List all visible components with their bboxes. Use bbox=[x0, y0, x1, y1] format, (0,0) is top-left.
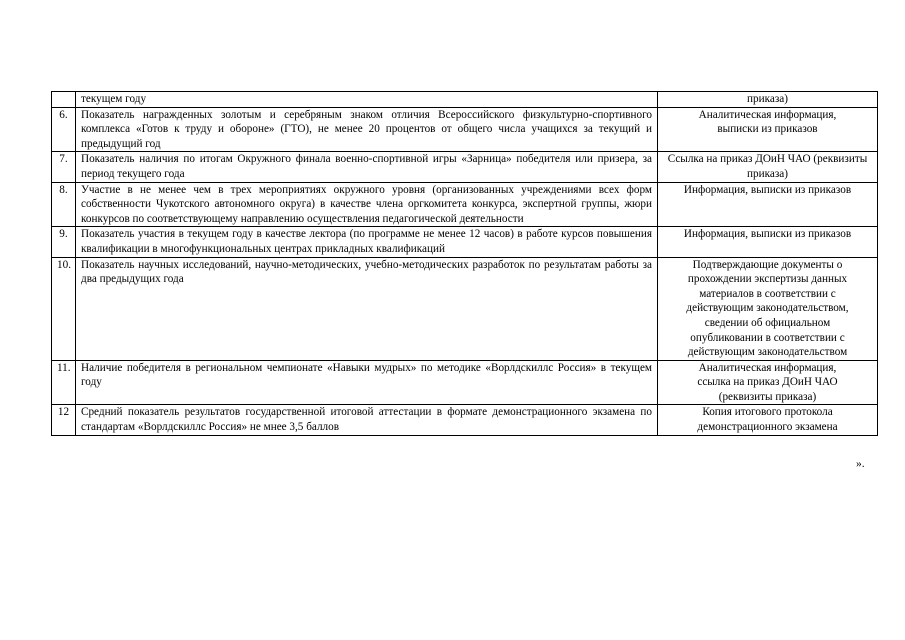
closing-quote: ». bbox=[856, 458, 865, 470]
row-source: Информация, выписки из приказов bbox=[658, 227, 878, 257]
row-number: 10. bbox=[52, 257, 76, 360]
table-row bbox=[52, 257, 878, 360]
row-indicator: Наличие победителя в региональном чемпионате «Навыки мудрых» по методике «Ворлдскиллс Россия» в текущем году bbox=[76, 360, 658, 405]
table-row bbox=[52, 92, 878, 108]
row-source: приказа) bbox=[658, 92, 878, 108]
criteria-table bbox=[51, 91, 878, 436]
row-indicator: Показатель участия в текущем году в качестве лектора (по программе не менее 12 часов) в работе курсов повышения квалификации в многофункциональных центрах прикладных квалификаций bbox=[76, 227, 658, 257]
row-source: Ссылка на приказ ДОиН ЧАО (реквизиты приказа) bbox=[658, 152, 878, 182]
row-indicator: Средний показатель результатов государственной итоговой аттестации в формате демонстрационного экзамена по стандартам «Ворлдскиллс Россия» не мнее 3,5 баллов bbox=[76, 405, 658, 435]
row-source: Подтверждающие документы о прохождении экспертизы данных материалов в соответствии с действующим законодательством, сведении об официальном опубликовании в соответствии с действующим законодательством bbox=[658, 257, 878, 360]
table-row bbox=[52, 152, 878, 182]
row-number: 12 bbox=[52, 405, 76, 435]
row-indicator: Участие в не менее чем в трех мероприятиях окружного уровня (организованных учреждениями всех форм собственности Чукотского автономного округа) в качестве члена оргкомитета конкурса, экспертной группы, жюри конкурсов по соответствующему направлению осуществления педагогической деятельности bbox=[76, 182, 658, 227]
row-indicator: Показатель награжденных золотым и серебряным знаком отличия Всероссийского физкультурно-спортивного комплекса «Готов к труду и обороне» (ГТО), не менее 20 процентов от общего числа учащихся за текущий и предыдущий год bbox=[76, 107, 658, 152]
row-source: Информация, выписки из приказов bbox=[658, 182, 878, 227]
row-number: 7. bbox=[52, 152, 76, 182]
table-row bbox=[52, 360, 878, 405]
table-row bbox=[52, 107, 878, 152]
row-number: 6. bbox=[52, 107, 76, 152]
table-row bbox=[52, 182, 878, 227]
row-source: Аналитическая информация, выписки из приказов bbox=[658, 107, 878, 152]
table-row bbox=[52, 227, 878, 257]
row-indicator: Показатель наличия по итогам Окружного финала военно-спортивной игры «Зарница» победителя или призера, за период текущего года bbox=[76, 152, 658, 182]
row-number: 8. bbox=[52, 182, 76, 227]
row-source: Копия итогового протокола демонстрационного экзамена bbox=[658, 405, 878, 435]
table-row bbox=[52, 405, 878, 435]
row-number: 9. bbox=[52, 227, 76, 257]
row-source: Аналитическая информация, ссылка на приказ ДОиН ЧАО (реквизиты приказа) bbox=[658, 360, 878, 405]
row-indicator: текущем году bbox=[76, 92, 658, 108]
row-number: 11. bbox=[52, 360, 76, 405]
row-indicator: Показатель научных исследований, научно-методических, учебно-методических разработок по результатам работы за два предыдущих года bbox=[76, 257, 658, 360]
row-number bbox=[52, 92, 76, 108]
